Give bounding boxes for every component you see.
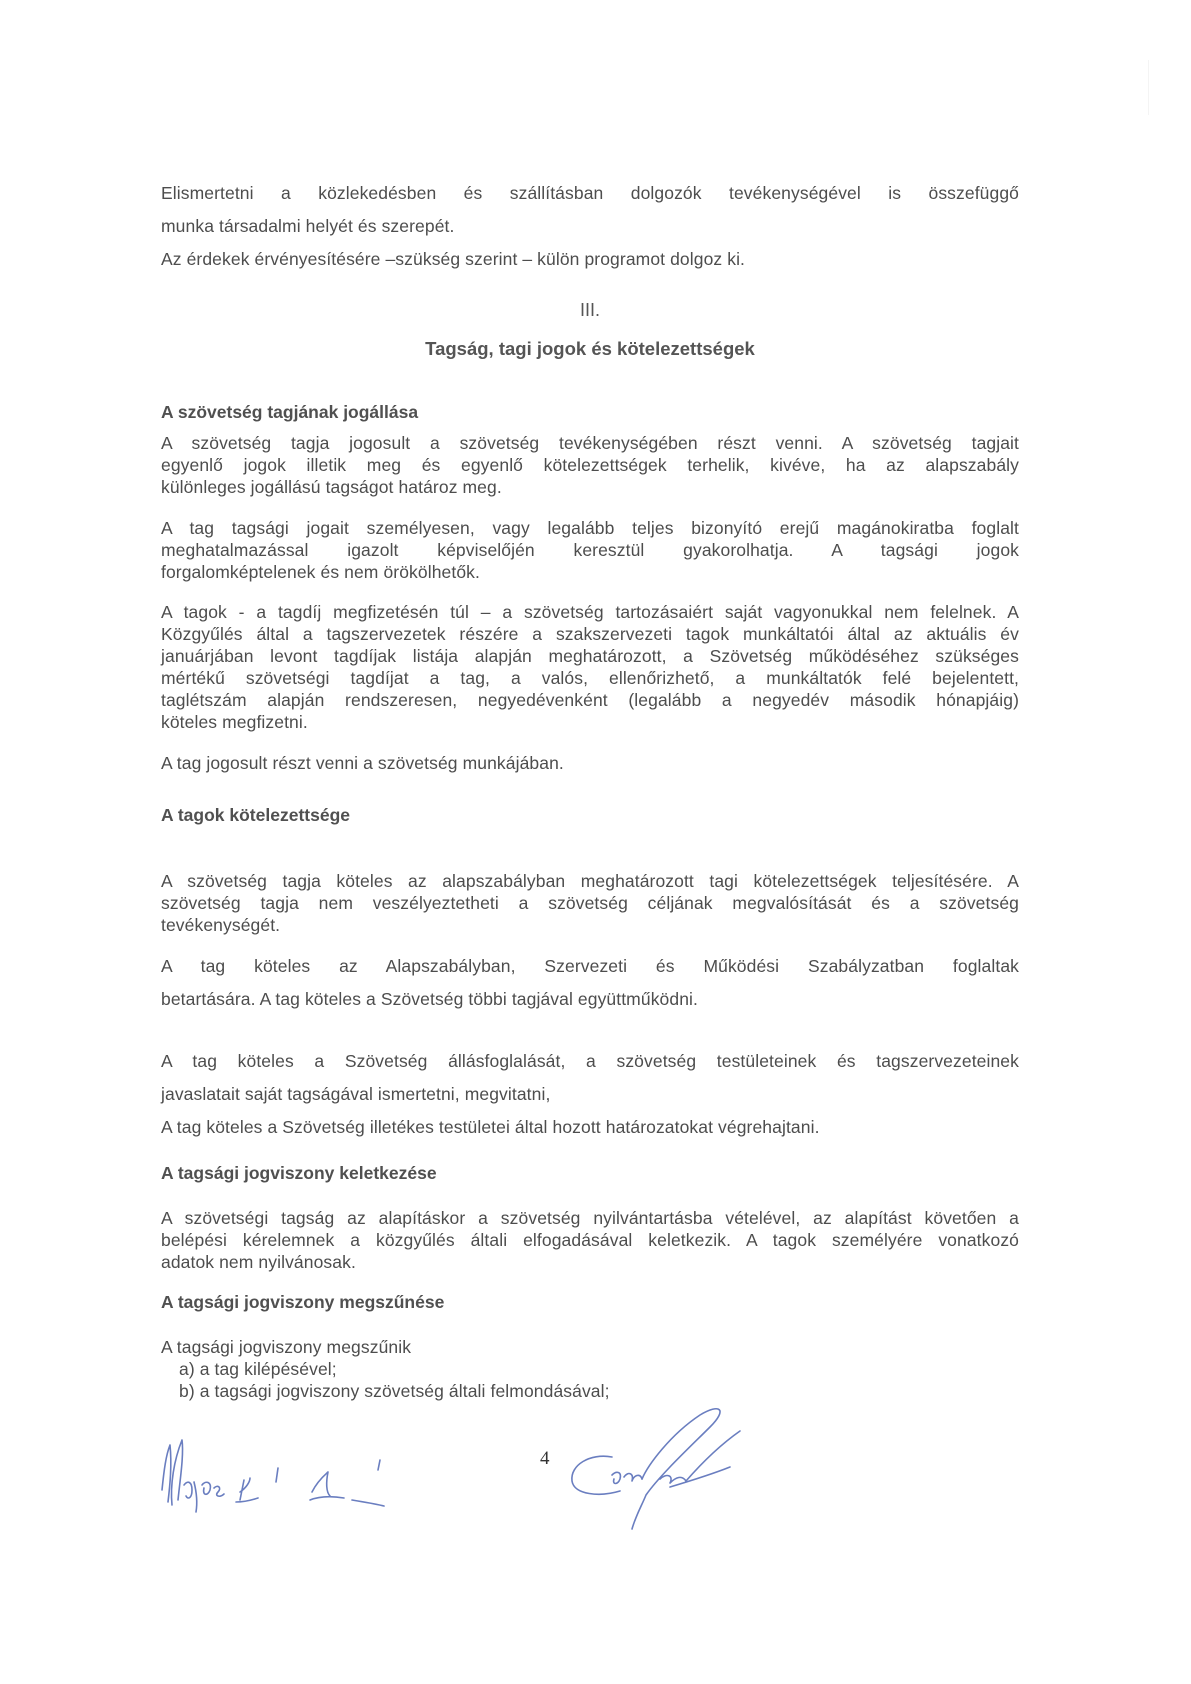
text-line: A tag tagsági jogait személyesen, vagy legalább teljes bizonyító erejű magánokiratba foglalt xyxy=(161,518,1019,538)
intro-line-1: Elismertetni a közlekedésben és szállításban dolgozók tevékenységével is összefüggő xyxy=(161,183,1019,203)
text-line: taglétszám alapján rendszeresen, negyedévenként (legalább a negyedév második hónapjáig) xyxy=(161,690,1019,710)
paragraph-membership-creation xyxy=(161,1207,1019,1273)
text-line: A tag köteles a Szövetség illetékes testületei által hozott határozatokat végrehajtani. xyxy=(161,1117,820,1137)
text-line: A tag köteles a Szövetség állásfoglalását, a szövetség testületeinek és tagszervezeteinek xyxy=(161,1051,1019,1071)
paragraph-participation xyxy=(161,752,1019,774)
paragraph-obligations-3 xyxy=(161,1045,1019,1144)
text-line: tevékenységét. xyxy=(161,915,281,935)
text-line: A szövetség tagja köteles az alapszabályban meghatározott tagi kötelezettségek teljesítésére. A xyxy=(161,871,1019,891)
text-line: forgalomképtelenek és nem örökölhetők. xyxy=(161,562,480,582)
scan-edge-mark xyxy=(1148,60,1149,115)
text-line: A szövetség tagja jogosult a szövetség tevékenységében részt venni. A szövetség tagjait xyxy=(161,433,1019,453)
text-line: egyenlő jogok illetik meg és egyenlő kötelezettségek terhelik, kivéve, ha az alapszabály xyxy=(161,455,1019,475)
text-line: mértékű szövetségi tagdíjat a tag, a valós, ellenőrizhető, a munkáltatók felé bejelentett, xyxy=(161,668,1019,688)
section-heading-obligations: A tagok kötelezettsége xyxy=(161,805,350,825)
text-line: belépési kérelemnek a közgyűlés általi elfogadásával keletkezik. A tagok személyére vonatkozó xyxy=(161,1230,1019,1250)
paragraph-legal-status-2 xyxy=(161,517,1019,583)
text-line: januárjában levont tagdíjak listája alapján meghatározott, a Szövetség működéséhez szükséges xyxy=(161,646,1019,666)
intro-line-2: munka társadalmi helyét és szerepét. xyxy=(161,216,455,236)
paragraph-obligations-2 xyxy=(161,950,1019,1016)
text-line: köteles megfizetni. xyxy=(161,712,308,732)
text-line: A tag köteles az Alapszabályban, Szervezeti és Működési Szabályzatban foglaltak xyxy=(161,956,1019,976)
chapter-title: Tagság, tagi jogok és kötelezettségek xyxy=(425,338,755,359)
section-heading-legal-status: A szövetség tagjának jogállása xyxy=(161,402,419,422)
list-item: a) a tag kilépésével; xyxy=(179,1359,337,1379)
chapter-number: III. xyxy=(579,300,600,320)
section-heading-membership-creation: A tagsági jogviszony keletkezése xyxy=(161,1163,437,1183)
text-line: A tagok - a tagdíj megfizetésén túl – a szövetség tartozásaiért saját vagyonukkal nem felelnek. A xyxy=(161,602,1019,622)
text-line: A tag jogosult részt venni a szövetség munkájában. xyxy=(161,753,564,773)
text-line: különleges jogállású tagságot határoz meg. xyxy=(161,477,502,497)
section-heading-membership-termination: A tagsági jogviszony megszűnése xyxy=(161,1292,445,1312)
text-line: szövetség tagja nem veszélyeztetheti a szövetség céljának megvalósítását és a szövetség xyxy=(161,893,1019,913)
paragraph-legal-status-1 xyxy=(161,432,1019,498)
text-line: adatok nem nyilvánosak. xyxy=(161,1252,356,1272)
text-line: meghatalmazással igazolt képviselőjén keresztül gyakorolhatja. A tagsági jogok xyxy=(161,540,1019,560)
signature-right-icon xyxy=(550,1395,800,1545)
intro-paragraph xyxy=(161,177,1019,276)
text-line: A szövetségi tagság az alapításkor a szövetség nyilvántartásba vételével, az alapítást követően a xyxy=(161,1208,1019,1228)
text-line: A tagsági jogviszony megszűnik xyxy=(161,1337,412,1357)
text-line: betartására. A tag köteles a Szövetség többi tagjával együttműködni. xyxy=(161,989,698,1009)
page-number: 4 xyxy=(540,1448,550,1469)
paragraph-obligations-1 xyxy=(161,870,1019,936)
list-item: b) a tagsági jogviszony szövetség általi felmondásával; xyxy=(179,1381,610,1401)
paragraph-termination-intro xyxy=(161,1336,1019,1358)
signature-left-icon xyxy=(152,1430,402,1520)
text-line: javaslatait saját tagságával ismertetni, megvitatni, xyxy=(161,1084,551,1104)
text-line: Közgyűlés által a tagszervezetek részére a szakszervezeti tagok munkáltatói által az aktuális év xyxy=(161,624,1019,644)
termination-list xyxy=(179,1358,610,1402)
paragraph-membership-fee xyxy=(161,601,1019,733)
intro-line-3: Az érdekek érvényesítésére –szükség szerint – külön programot dolgoz ki. xyxy=(161,249,746,269)
